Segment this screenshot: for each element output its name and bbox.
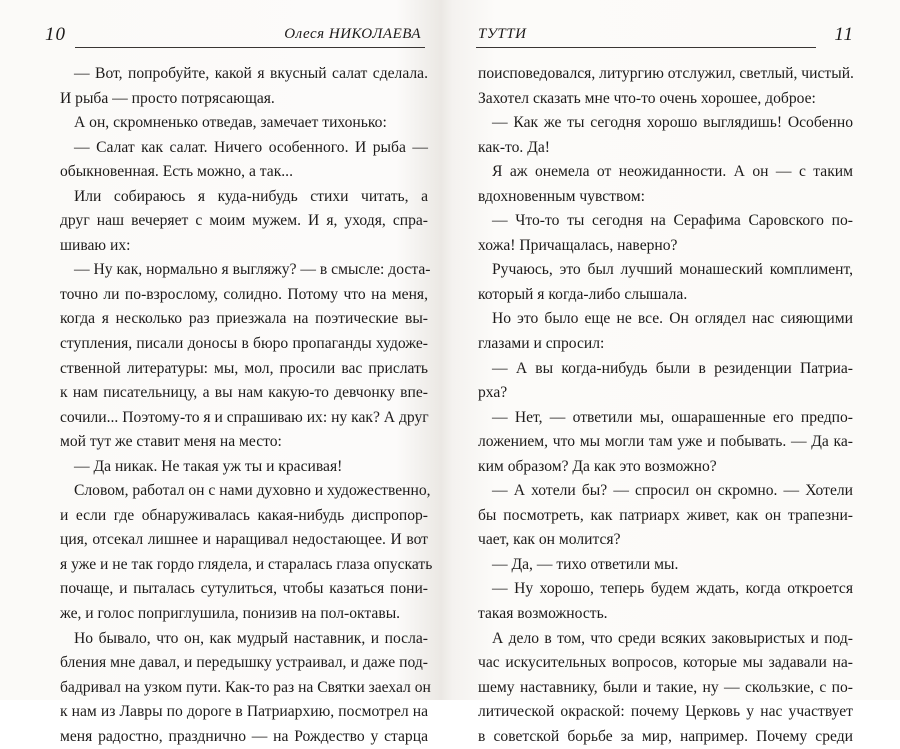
text-line: когда я несколько раз приезжала на поэтические вы- [60,310,428,328]
text-line: шиваю их: [60,236,131,254]
text-line: который я когда-либо слышала. [478,285,688,303]
right-page-number: 11 [834,24,854,45]
right-page-body [478,62,853,749]
text-line: — Ну хорошо, теперь будем ждать, когда откроется [492,580,853,598]
text-line: бы посмотреть, как патриарх живет, как он трапезни- [478,506,853,524]
text-line: меня радостно, празднично — на Рождество у старца [60,727,428,745]
right-page [450,0,900,745]
left-header-rule [75,47,425,48]
text-line: обыкновенная. Есть можно, а так... [60,163,293,181]
text-line: я уже и не так гордо глядела, и старалась глаза опускать [60,555,433,573]
text-line: — Да, — тихо ответили мы. [492,555,679,573]
left-page [0,0,450,745]
text-line: такая возможность. [478,605,608,623]
text-line: ложением, что мы могли там уже и побывать. — Да ка- [478,433,853,451]
text-line: почаще, и пыталась сутулиться, чтобы казаться пони- [60,580,428,598]
text-line: и если где обнаруживалась какая-нибудь диспропор- [60,506,428,524]
text-line: А дело в том, что среди всяких заковыристых и под- [492,629,853,647]
text-line: точно ли по-взрослому, солидно. Потому что на меня, [60,285,428,303]
text-line: в советской борьбе за мир, например. Почему среди [478,727,853,745]
text-line: Но это было еще не все. Он оглядел нас сияющими [492,310,853,328]
text-line: к нам из Лавры по дороге в Патриархию, посмотрел на [60,703,428,721]
text-line: — А вы когда-нибудь были в резиденции Патриа- [492,359,853,377]
text-line: Словом, работал он с нами духовно и художественно, [74,482,431,500]
text-line: поисповедовался, литургию отслужил, светлый, чистый. [478,65,854,82]
text-line: литической окраской: почему Церковь у нас участвует [478,703,853,721]
text-line: бадривал на узком пути. Как-то раз на Святки заехал он [60,678,431,696]
text-line: же, и голос поприглушила, понизив на пол-октавы. [60,605,401,623]
text-line: Или собираюсь я куда-нибудь стихи читать, а [74,187,428,205]
text-line: А он, скромненько отведав, замечает тихонько: [74,114,387,132]
right-running-header: ТУТТИ [478,26,527,42]
text-line: Я аж онемела от неожиданности. А он — с таким [492,163,853,181]
text-line: — Нет, — ответили мы, ошарашенные его предпо- [492,408,853,426]
text-line: хожа! Причащалась, наверно? [478,236,678,254]
text-line: час искусительных вопросов, которые мы задавали на- [478,654,853,672]
text-line: ким образом? Да как это возможно? [478,457,717,475]
left-running-header: Олеся НИКОЛАЕВА [284,26,421,42]
text-line: ственной литературы: мы, мол, просили вас прислать [60,359,428,377]
text-line: Ручаюсь, это был лучший монашеский комплимент, [492,261,853,279]
text-line: глазами и спросил: [478,335,605,353]
text-line: рха? [478,384,508,402]
text-line: Но бывало, что он, как мудрый наставник, и посла- [74,629,428,647]
text-line: — Да никак. Не такая уж ты и красивая! [74,457,343,475]
text-line: сочили... Поэтому-то я и спрашиваю их: ну как? А друг [60,408,429,426]
left-page-header [45,22,425,48]
right-header-rule [476,47,816,48]
text-line: — Салат как салат. Ничего особенного. И рыба — [74,138,428,156]
text-line: бления мне давал, и передышку устраивал, и даже под- [60,654,428,672]
left-page-body [60,62,433,749]
text-line: как-то. Да! [478,138,550,156]
text-line: — Как же ты сегодня хорошо выглядишь! Особенно [492,114,853,132]
text-line: — А хотели бы? — спросил он скромно. — Хотели [492,482,853,500]
left-page-number: 10 [45,24,66,45]
text-line: друг наш вечеряет с моим мужем. И я, уходя, спра- [60,212,428,230]
text-line: шему наставнику, были и такие, ну — скользкие, с по- [478,678,853,696]
text-line: И рыба — просто потрясающая. [60,89,275,107]
text-line: чает, как он молится? [478,531,621,549]
text-line: — Что-то ты сегодня на Серафима Саровского по- [492,212,853,230]
right-page-header [476,22,856,48]
text-line: вдохновенным чувством: [478,187,645,205]
text-line: ступления, писали доносы в бюро пропаганды художе- [60,335,428,353]
text-line: Захотел сказать мне что-то очень хорошее, доброе: [478,89,816,107]
text-line: — Вот, попробуйте, какой я вкусный салат сделала. [74,65,428,82]
text-line: к нам писательницу, а вы нам какую-то девчонку впе- [60,384,428,402]
text-line: ция, отсекал лишнее и наращивал недостающее. И вот [60,531,428,549]
text-line: мой тут же ставит меня на место: [60,433,282,451]
text-line: — Ну как, нормально я выгляжу? — в смысле: доста- [74,261,431,279]
